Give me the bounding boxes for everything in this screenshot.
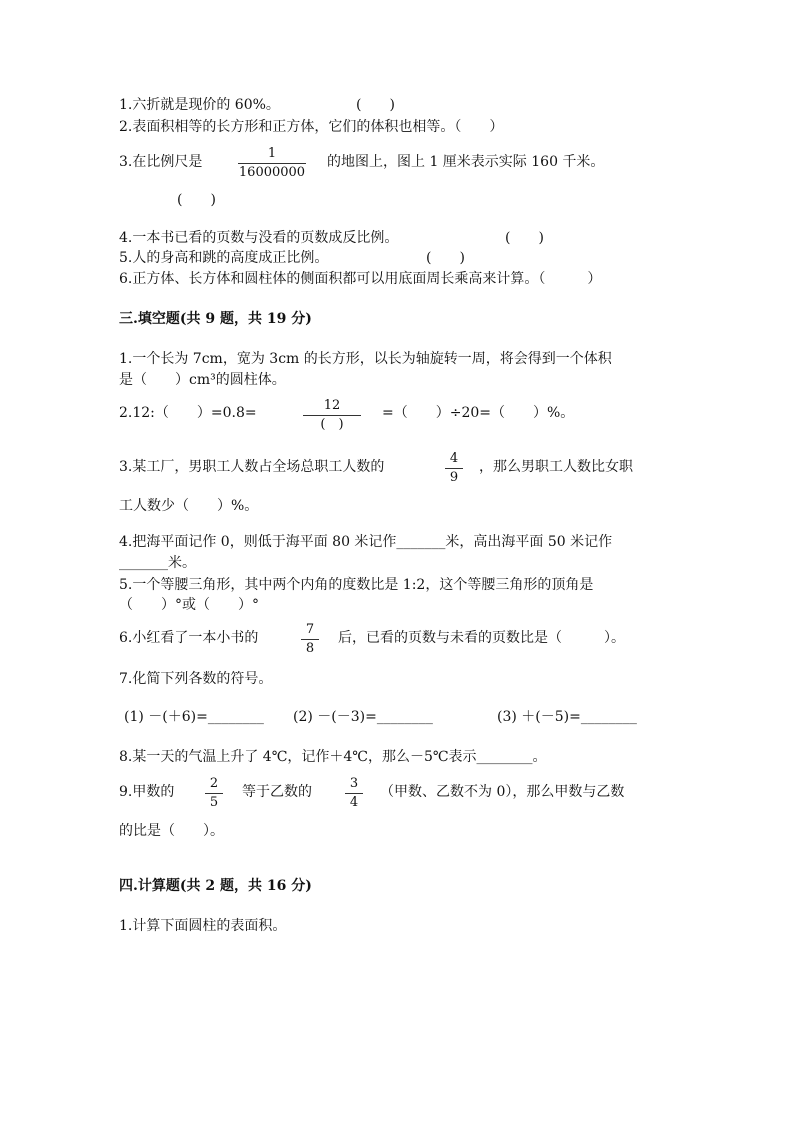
- judge-q4-blank: ( ): [505, 230, 544, 246]
- fill-q9-fraction-b: [345, 776, 363, 811]
- fraction-bar: [301, 639, 319, 640]
- fraction-bar: [238, 163, 306, 164]
- fill-q6-suffix: 后，已看的页数与未看的页数比是（ ）。: [338, 630, 625, 646]
- judge-q3-prefix: 3.在比例尺是: [119, 154, 203, 170]
- fraction-numerator: 7: [305, 622, 315, 637]
- fraction-bar: [205, 793, 223, 794]
- fill-q9-line2: 的比是（ ）。: [119, 823, 224, 839]
- fraction-denominator: 16000000: [238, 165, 306, 180]
- fraction-numerator: 4: [449, 451, 459, 466]
- judge-q1: 1.六折就是现价的 60%。: [119, 97, 280, 113]
- fill-q5-line2: （ ）°或（ ）°: [119, 597, 259, 613]
- fraction-denominator: 8: [305, 641, 315, 656]
- fill-q6-fraction: [301, 622, 319, 657]
- section3-heading: 三.填空题(共 9 题，共 19 分): [119, 311, 312, 327]
- judge-q6: 6.正方体、长方体和圆柱体的侧面积都可以用底面周长乘高来计算。（ ）: [119, 271, 602, 287]
- fill-q3-prefix: 3.某工厂，男职工人数占全场总职工人数的: [119, 459, 385, 475]
- fill-q3-fraction: [445, 451, 463, 486]
- fraction-denominator: ( ): [320, 417, 344, 432]
- scale-fraction: [238, 146, 306, 181]
- fill-q3-suffix: ，那么男职工人数比女职: [479, 459, 633, 475]
- fill-q4-line1: 4.把海平面记作 0，则低于海平面 80 米记作_______米，高出海平面 50 米记作: [119, 534, 613, 550]
- fill-q2-suffix: =（ ）÷20=（ ）%。: [382, 405, 575, 421]
- fill-q4-line2: _______米。: [119, 555, 196, 571]
- fill-q6-prefix: 6.小红看了一本小书的: [119, 630, 259, 646]
- fill-q3-line2: 工人数少（ ）%。: [119, 498, 259, 514]
- fill-q8: 8.某一天的气温上升了 4℃，记作＋4℃，那么－5℃表示________。: [119, 749, 547, 765]
- fill-q9-prefix: 9.甲数的: [119, 784, 175, 800]
- fill-q9-fraction-a: [205, 776, 223, 811]
- fraction-numerator: 3: [349, 776, 359, 791]
- section4-heading: 四.计算题(共 2 题，共 16 分): [119, 878, 312, 894]
- fill-q1-line2: 是（ ）cm³的圆柱体。: [119, 372, 286, 388]
- fill-q1-line1: 1.一个长为 7cm，宽为 3cm 的长方形，以长为轴旋转一周，将会得到一个体积: [119, 351, 612, 367]
- fill-q7-part2: (2) －(－3)=________: [293, 709, 433, 725]
- fraction-numerator: 12: [323, 398, 341, 413]
- judge-q5: 5.人的身高和跳的高度成正比例。: [119, 250, 329, 266]
- fill-q5-line1: 5.一个等腰三角形，其中两个内角的度数比是 1:2，这个等腰三角形的顶角是: [119, 577, 594, 593]
- judge-q4: 4.一本书已看的页数与没看的页数成反比例。: [119, 230, 399, 246]
- fraction-bar: [303, 415, 361, 416]
- fraction-bar: [445, 468, 463, 469]
- judge-q3-blank: ( ): [177, 192, 216, 208]
- fill-q7-part1: (1) －(＋6)=________: [124, 709, 264, 725]
- judge-q3-suffix: 的地图上，图上 1 厘米表示实际 160 千米。: [327, 154, 605, 170]
- fraction-denominator: 4: [349, 795, 359, 810]
- judge-q2: 2.表面积相等的长方形和正方体，它们的体积也相等。（ ）: [119, 119, 504, 135]
- fraction-bar: [345, 793, 363, 794]
- fill-q9-suffix: （甲数、乙数不为 0），那么甲数与乙数: [380, 784, 625, 800]
- fill-q9-mid: 等于乙数的: [242, 784, 312, 800]
- fraction-denominator: 9: [449, 470, 459, 485]
- judge-q5-blank: ( ): [426, 250, 465, 266]
- fill-q2-fraction: [303, 398, 361, 433]
- fill-q2-prefix: 2.12:（ ）=0.8=: [119, 405, 257, 421]
- fill-q7: 7.化简下列各数的符号。: [119, 671, 273, 687]
- calc-q1: 1.计算下面圆柱的表面积。: [119, 918, 287, 934]
- fraction-numerator: 2: [209, 776, 219, 791]
- fraction-numerator: 1: [267, 146, 277, 161]
- fraction-denominator: 5: [209, 795, 219, 810]
- fill-q7-part3: (3) ＋(－5)=________: [497, 709, 637, 725]
- judge-q1-blank: ( ): [356, 97, 395, 113]
